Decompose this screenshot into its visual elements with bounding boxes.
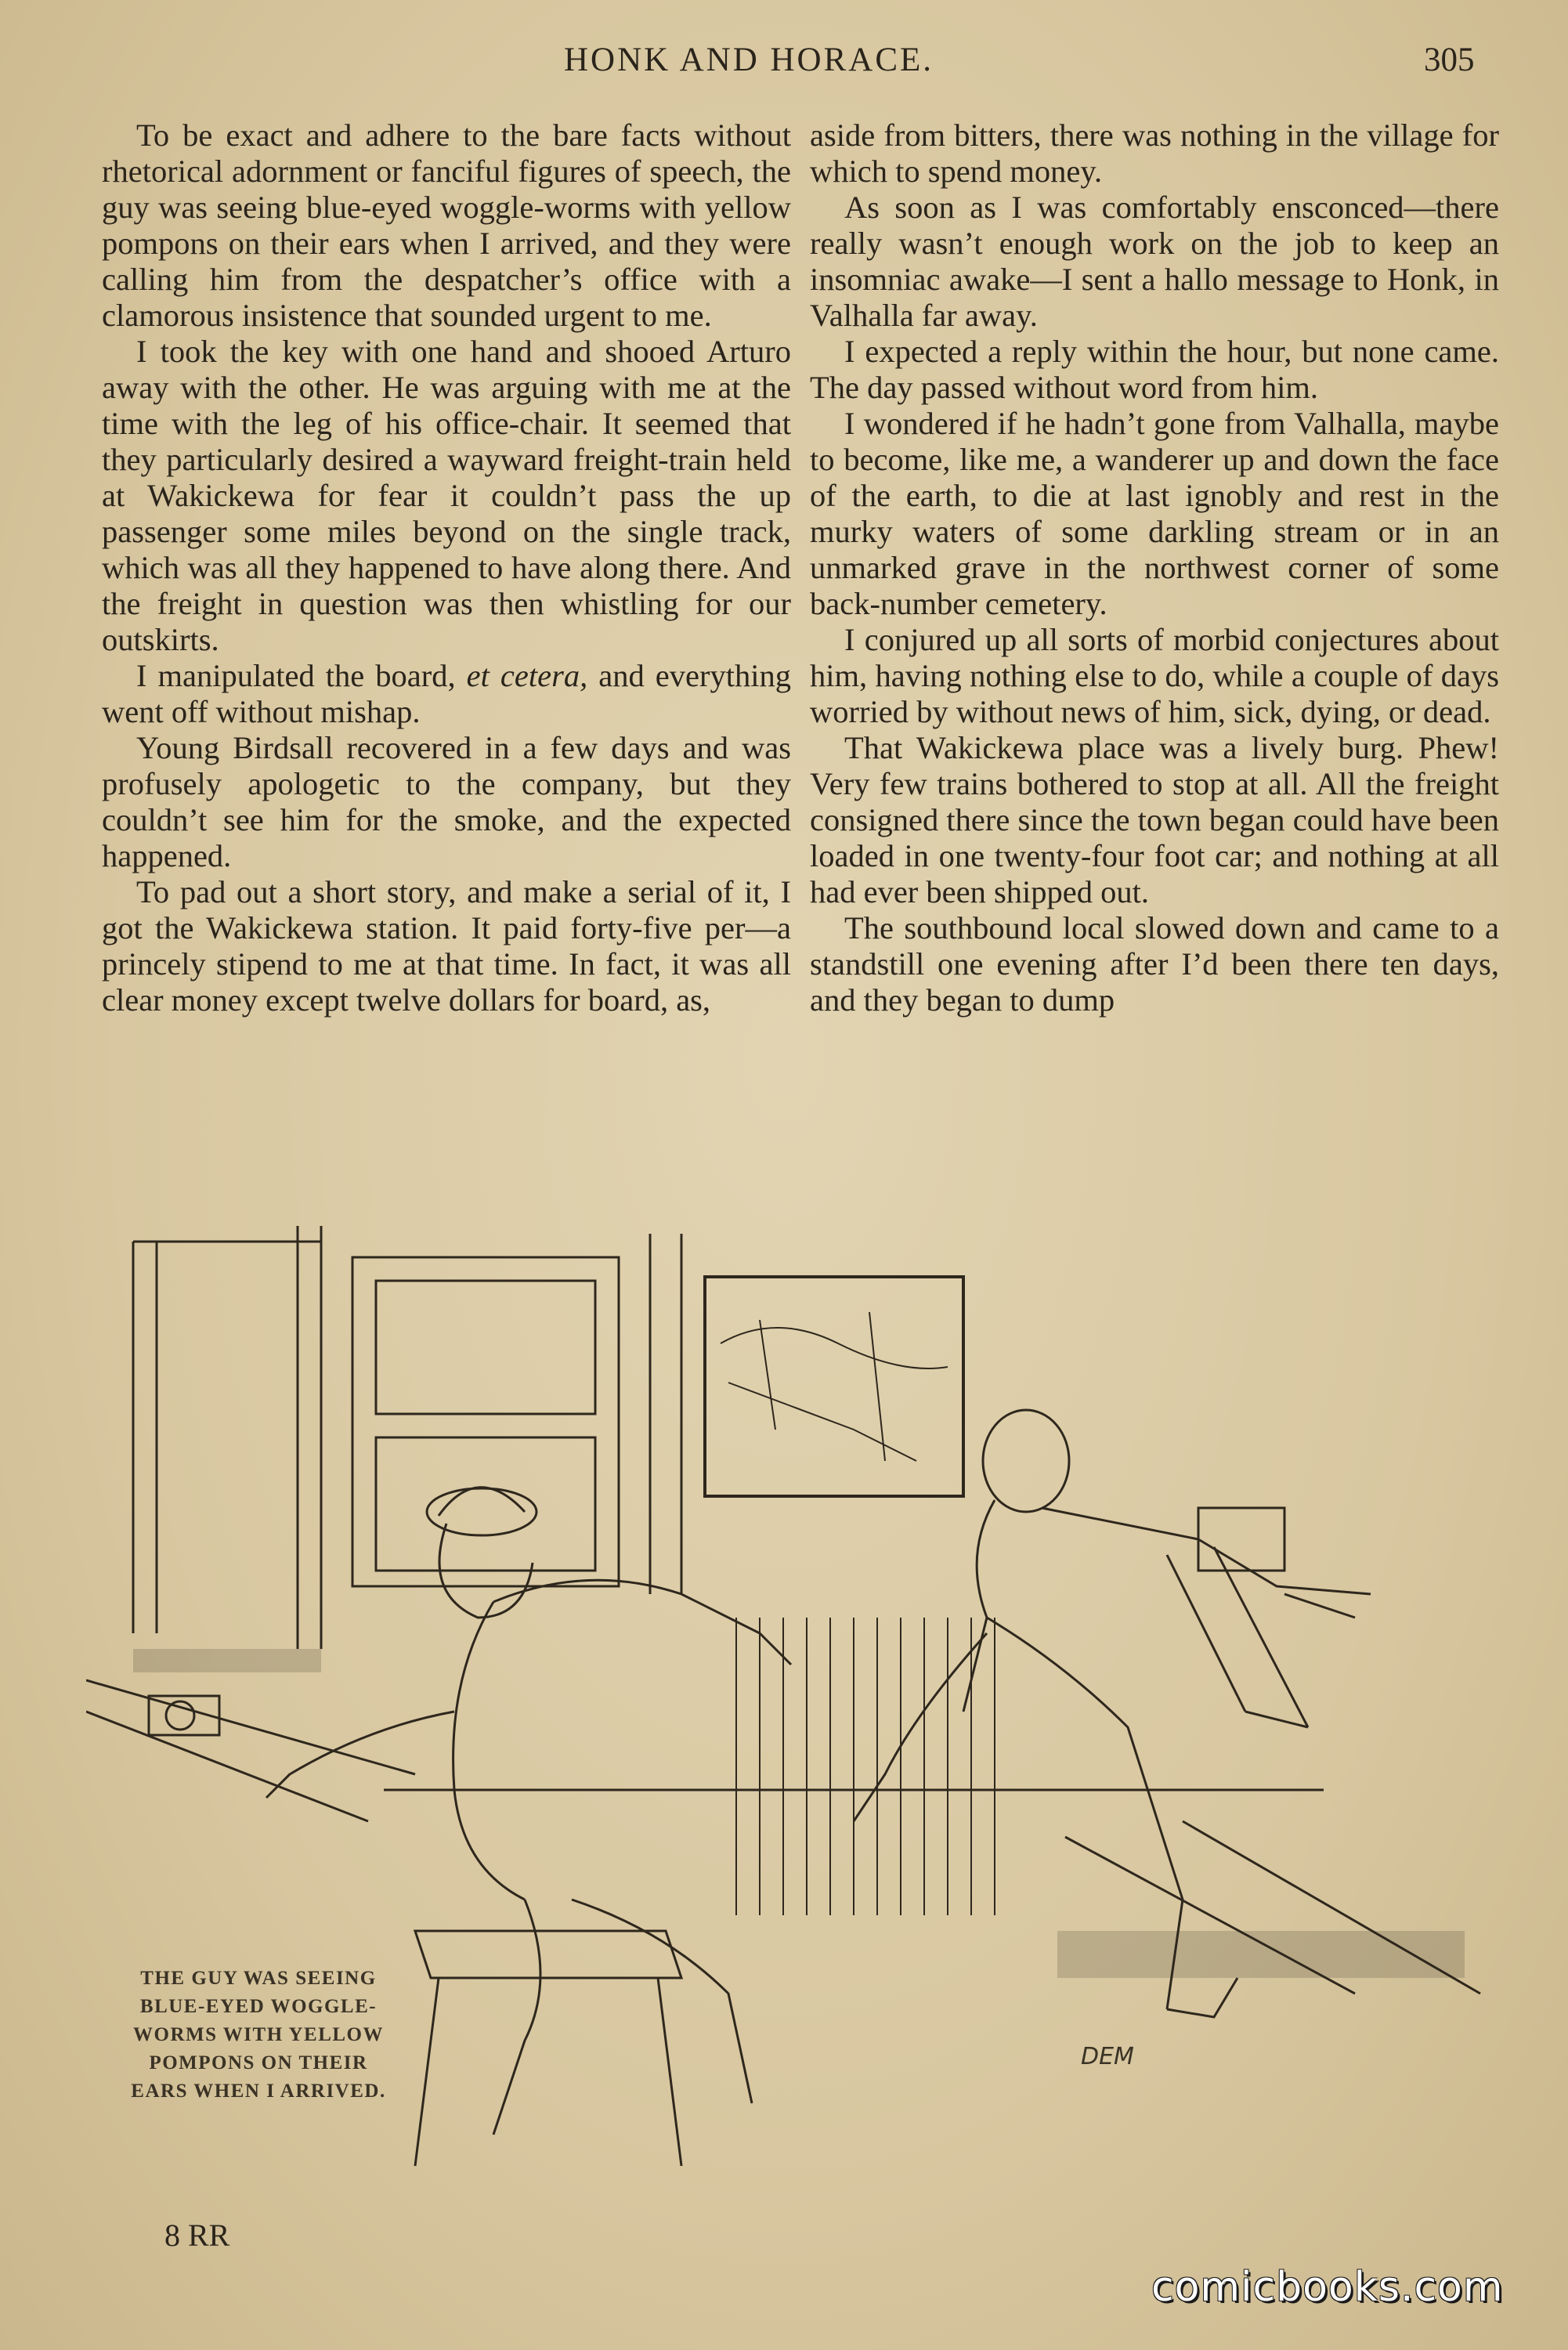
caption-line: BLUE-EYED WOGGLE- <box>139 1996 378 2017</box>
caption-line: POMPONS ON THEIR <box>149 2052 368 2073</box>
paragraph: Young Birdsall recovered in a few days and was profusely apologetic to the company, but they couldn’t see him for the smoke, and the expected happened. <box>102 730 791 873</box>
right-column <box>810 118 1499 1214</box>
paragraph: To pad out a short story, and make a serial of it, I got the Wakickewa station. It paid forty-five per—a princely stipend to me at that time. In fact, it was all clear money except twelve dollars for board, as, <box>102 874 791 1018</box>
italic-phrase: et cetera, <box>466 658 588 693</box>
paragraph: To be exact and adhere to the bare facts without rhetorical adornment or fanciful figures of speech, the guy was seeing blue-eyed woggle-worms with yellow pompons on their ears when I arrived, and they were calling him from the despatcher’s office with a clamorous insistence that sounded urgent to me. <box>102 118 791 333</box>
running-head <box>0 41 1568 88</box>
left-column <box>102 118 791 1214</box>
paragraph: I took the key with one hand and shooed Arturo away with the other. He was arguing with me at the time with the leg of his office-chair. It seemed that they particularly desired a wayward freight-train held at Wakickewa for fear it couldn’t pass the up passenger some miles beyond on the single track, which was all they happened to have along there. And the freight in question was then whistling for our outskirts. <box>102 334 791 657</box>
artist-signature: DEM <box>1081 2043 1134 2070</box>
page-number: 305 <box>1424 42 1475 78</box>
running-title: HONK AND HORACE. <box>564 42 934 78</box>
signature-mark: 8 RR <box>164 2218 230 2253</box>
paragraph: I manipulated the board, et cetera, and everything went off without mishap. <box>102 658 791 729</box>
paragraph: As soon as I was comfortably ensconced—there really wasn’t enough work on the job to keep an insomniac awake—I sent a hallo message to Honk, in Valhalla far away. <box>810 190 1499 333</box>
watermark: comicbooks.com <box>1151 2264 1504 2311</box>
paragraph: That Wakickewa place was a lively burg. Phew! Very few trains bothered to stop at all. All the freight consigned there since the town began could have been loaded in one twenty-four foot car; and nothing at all had ever been shipped out. <box>810 730 1499 909</box>
caption-line: WORMS WITH YELLOW <box>133 2024 384 2045</box>
paragraph: aside from bitters, there was nothing in the village for which to spend money. <box>810 118 1499 189</box>
illustration-caption <box>94 1965 423 2106</box>
paragraph: I conjured up all sorts of morbid conjectures about him, having nothing else to do, while a couple of days worried by without news of him, sick, dying, or dead. <box>810 622 1499 729</box>
paragraph: The southbound local slowed down and came to a standstill one evening after I’d been there ten days, and they began to dump <box>810 910 1499 1018</box>
paragraph: I expected a reply within the hour, but none came. The day passed without word from him. <box>810 334 1499 405</box>
caption-line: EARS WHEN I ARRIVED. <box>131 2081 386 2102</box>
paragraph: I wondered if he hadn’t gone from Valhalla, maybe to become, like me, a wanderer up and down the face of the earth, to die at last ignobly and rest in the murky waters of some darkling stream or in an unmarked grave in the northwest corner of some back-number cemetery. <box>810 406 1499 621</box>
caption-line: THE GUY WAS SEEING <box>140 1968 377 1989</box>
